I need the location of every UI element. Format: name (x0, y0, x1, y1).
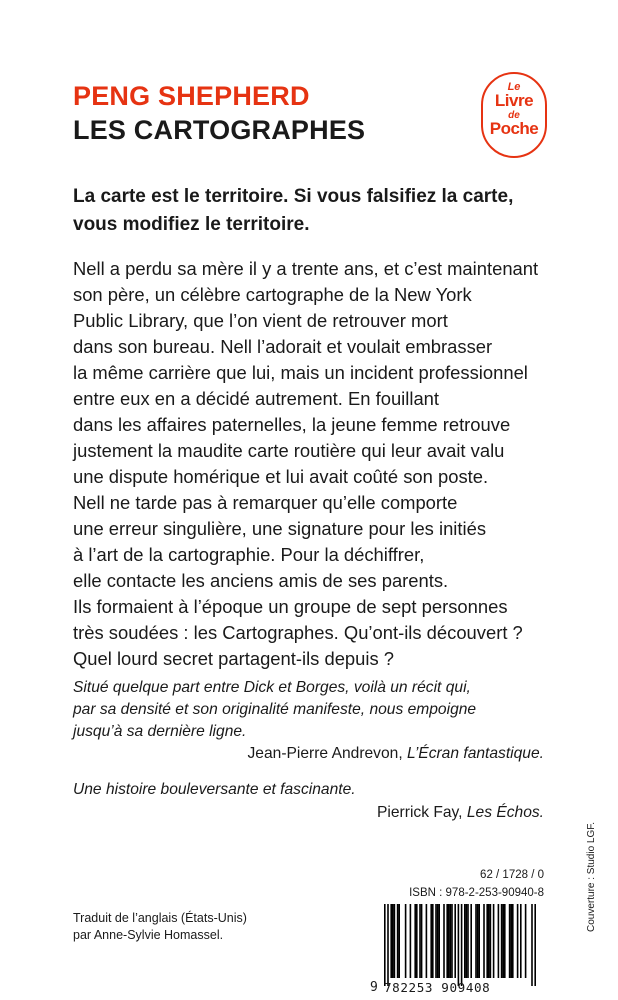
barcode-bar (502, 904, 504, 978)
synopsis-line: dans les affaires paternelles, la jeune femme retrouve (73, 414, 511, 435)
barcode-bar (461, 904, 463, 986)
synopsis (73, 256, 563, 672)
barcode-bar (432, 904, 434, 978)
review-author: Pierrick Fay, (377, 804, 463, 821)
translation-line: Traduit de l’anglais (États-Unis) (73, 911, 247, 925)
barcode-bar (467, 904, 469, 978)
barcode-bar (398, 904, 400, 978)
review-source: L’Écran fantastique. (407, 745, 544, 762)
barcode-bar (490, 904, 492, 978)
synopsis-line: Ils formaient à l’époque un groupe de sept personnes (73, 596, 508, 617)
barcode-bar (517, 904, 519, 978)
barcode-bar (450, 904, 452, 978)
barcode-bar (387, 904, 389, 986)
synopsis-line: la même carrière que lui, mais un incident professionnel (73, 362, 528, 383)
barcode-digits: 782253 909408 (384, 980, 491, 995)
barcode-bar (498, 904, 500, 978)
barcode-bar (477, 904, 479, 978)
synopsis-line: Nell ne tarde pas à remarquer qu’elle comporte (73, 492, 458, 513)
cover-credit-text: Couverture : Studio LGF. (586, 821, 597, 932)
barcode-bar (446, 904, 448, 978)
barcode-first-digit: 9 (370, 980, 378, 995)
tagline-line: vous modifiez le territoire. (73, 214, 310, 235)
author-name: PENG SHEPHERD (73, 81, 310, 111)
barcode-bar (534, 904, 536, 986)
barcode-bar (531, 904, 533, 986)
cover-credit (585, 812, 599, 932)
translation-line: par Anne-Sylvie Homassel. (73, 928, 224, 942)
barcode-bar (394, 904, 396, 978)
barcode-bar (443, 904, 445, 978)
isbn: ISBN : 978-2-253-90940-8 (409, 887, 544, 899)
barcode-bar (486, 904, 488, 978)
synopsis-line: Public Library, que l’on vient de retrouver mort (73, 310, 448, 331)
logo-text-poche: Poche (489, 119, 539, 138)
barcode-bar (390, 904, 392, 978)
livre-de-poche-logo (481, 72, 547, 158)
tagline (73, 183, 563, 239)
barcode-bar (384, 904, 386, 986)
synopsis-line: justement la maudite carte routière qui leur avait valu (73, 440, 505, 461)
barcode-bar (430, 904, 432, 978)
barcode-bar (416, 904, 418, 978)
barcode-bar (493, 904, 495, 978)
barcode-bar (405, 904, 407, 978)
barcode-bar (466, 904, 468, 978)
review-source: Les Échos. (466, 804, 544, 821)
catalog-code: 62 / 1728 / 0 (480, 869, 544, 881)
logo-text-le: Le (507, 81, 521, 93)
synopsis-line: à l’art de la cartographie. Pour la déchiffrer, (73, 544, 425, 565)
synopsis-line: son père, un célèbre cartographe de la New York (73, 284, 472, 305)
barcode-bar (470, 904, 472, 978)
barcode (370, 904, 546, 1000)
barcode-bar (438, 904, 440, 978)
review-quote (73, 677, 553, 743)
barcode-bar (426, 904, 428, 978)
barcode-bar (525, 904, 527, 978)
synopsis-line: très soudées : les Cartographes. Qu’ont-ils découvert ? (73, 622, 523, 643)
synopsis-line: elle contacte les anciens amis de ses parents. (73, 570, 449, 591)
review-quote-line: Situé quelque part entre Dick et Borges, voilà un récit qui, (73, 679, 471, 696)
barcode-bar (437, 904, 439, 978)
synopsis-line: une erreur singulière, une signature pour les initiés (73, 518, 487, 539)
barcode-bar (478, 904, 480, 978)
barcode-bar (410, 904, 412, 978)
barcode-bar (414, 904, 416, 978)
barcode-bar (504, 904, 506, 978)
review-attribution (248, 743, 545, 765)
review-author: Jean-Pierre Andrevon, (247, 745, 403, 762)
review-quote-line: jusqu’à sa dernière ligne. (73, 723, 247, 740)
barcode-bar (520, 904, 522, 978)
barcode-bar (512, 904, 514, 978)
barcode-bar (448, 904, 450, 978)
synopsis-line: dans son bureau. Nell l’adorait et voulait embrasser (73, 336, 493, 357)
barcode-bar (483, 904, 485, 978)
barcode-bar (392, 904, 394, 978)
barcode-bar (451, 904, 453, 978)
translation-credit (73, 910, 247, 944)
barcode-bar (397, 904, 399, 978)
synopsis-line: entre eux en a décidé autrement. En fouillant (73, 388, 440, 409)
logo-text-livre: Livre (494, 91, 534, 110)
barcode-bar (475, 904, 477, 978)
barcode-bar (454, 904, 456, 978)
tagline-line: La carte est le territoire. Si vous falsifiez la carte, (73, 186, 514, 207)
barcode-bar (510, 904, 512, 978)
barcode-bar (488, 904, 490, 978)
synopsis-line: une dispute homérique et lui avait coûté son poste. (73, 466, 489, 487)
review-quote-line: par sa densité et son originalité manifeste, nous empoigne (73, 701, 477, 718)
synopsis-line: Nell a perdu sa mère il y a trente ans, et c’est maintenant (73, 258, 539, 279)
barcode-bar (435, 904, 437, 978)
barcode-bar (464, 904, 466, 978)
synopsis-line: Quel lourd secret partagent-ils depuis ? (73, 648, 394, 669)
barcode-bar (421, 904, 423, 978)
barcode-bars (370, 904, 546, 986)
logo-text-de: de (508, 110, 520, 121)
review-quote: Une histoire bouleversante et fascinante. (73, 781, 356, 798)
book-title: LES CARTOGRAPHES (73, 115, 366, 145)
barcode-bar (419, 904, 421, 978)
barcode-bar (509, 904, 511, 978)
review-attribution (377, 802, 544, 824)
barcode-bar (458, 904, 460, 986)
barcode-bar (501, 904, 503, 978)
